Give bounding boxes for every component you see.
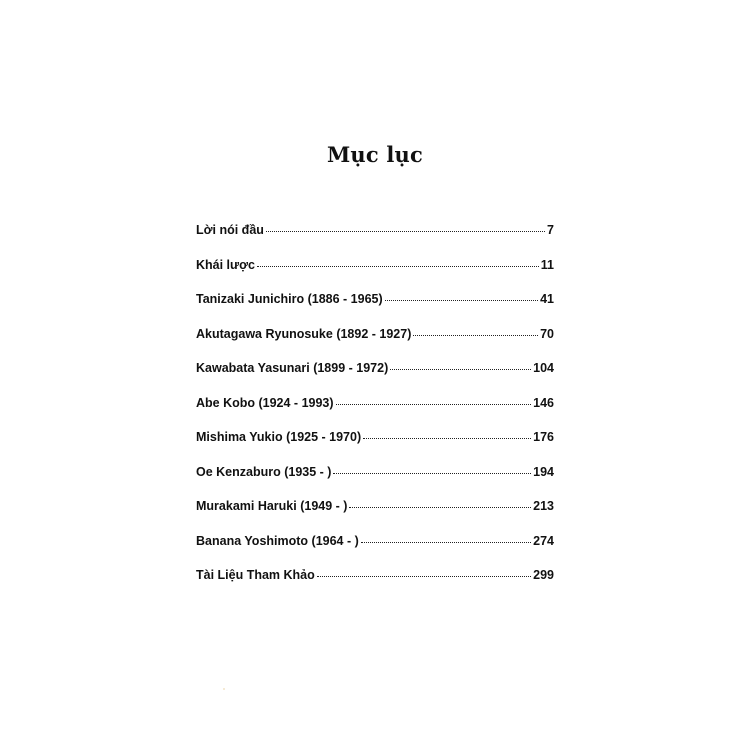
toc-entry-label: Tài Liệu Tham Khảo — [196, 568, 315, 582]
toc-entry-page: 176 — [533, 430, 554, 444]
toc-entry-label: Kawabata Yasunari (1899 - 1972) — [196, 361, 389, 375]
toc-entry — [196, 327, 554, 362]
toc-dot-leader — [413, 335, 538, 336]
toc-entry — [196, 258, 554, 293]
paper-speck — [223, 688, 225, 690]
toc-entry-label: Banana Yoshimoto (1964 - ) — [196, 533, 359, 548]
toc-entry — [196, 396, 554, 431]
toc-dot-leader — [317, 576, 531, 577]
toc-dot-leader — [390, 369, 531, 370]
toc-dot-leader — [333, 473, 531, 474]
toc-entry — [196, 292, 554, 327]
toc-entry-page: 7 — [547, 223, 554, 237]
toc-entry-label: Mishima Yukio (1925 - 1970) — [196, 430, 362, 444]
toc-entry-page: 146 — [533, 395, 554, 410]
toc-dot-leader — [257, 266, 539, 267]
toc-entry-label: Oe Kenzaburo (1935 - ) — [196, 464, 332, 479]
toc-entry — [196, 430, 554, 465]
toc-entry — [196, 568, 554, 603]
toc-dot-leader — [266, 231, 545, 232]
page-title: Mục lục — [326, 142, 424, 167]
toc-entry-page: 274 — [533, 533, 554, 548]
toc-entry — [196, 361, 554, 396]
toc-entry — [196, 499, 554, 534]
toc-entry — [196, 223, 554, 258]
toc-entry-label: Lời nói đầu — [196, 223, 264, 237]
toc-entry-page: 213 — [533, 499, 554, 513]
toc-entry — [196, 465, 554, 500]
toc-entry-page: 41 — [540, 292, 554, 306]
toc-entry-label: Murakami Haruki (1949 - ) — [196, 499, 348, 513]
toc-entry — [196, 534, 554, 569]
toc-entry-page: 104 — [533, 361, 554, 375]
toc-dot-leader — [363, 438, 531, 439]
toc-entry-page: 11 — [540, 257, 554, 272]
toc-entry-label: Akutagawa Ryunosuke (1892 - 1927) — [196, 326, 412, 341]
toc-dot-leader — [349, 507, 531, 508]
toc-entry-label: Tanizaki Junichiro (1886 - 1965) — [196, 292, 383, 306]
toc-entry-page: 70 — [540, 326, 554, 341]
toc-entry-label: Khái lược — [196, 257, 255, 272]
toc-entry-label: Abe Kobo (1924 - 1993) — [196, 395, 334, 410]
toc-dot-leader — [361, 542, 531, 543]
table-of-contents — [196, 223, 554, 603]
toc-dot-leader — [336, 404, 532, 405]
toc-entry-page: 299 — [533, 568, 554, 582]
toc-dot-leader — [385, 300, 538, 301]
toc-entry-page: 194 — [533, 464, 554, 479]
